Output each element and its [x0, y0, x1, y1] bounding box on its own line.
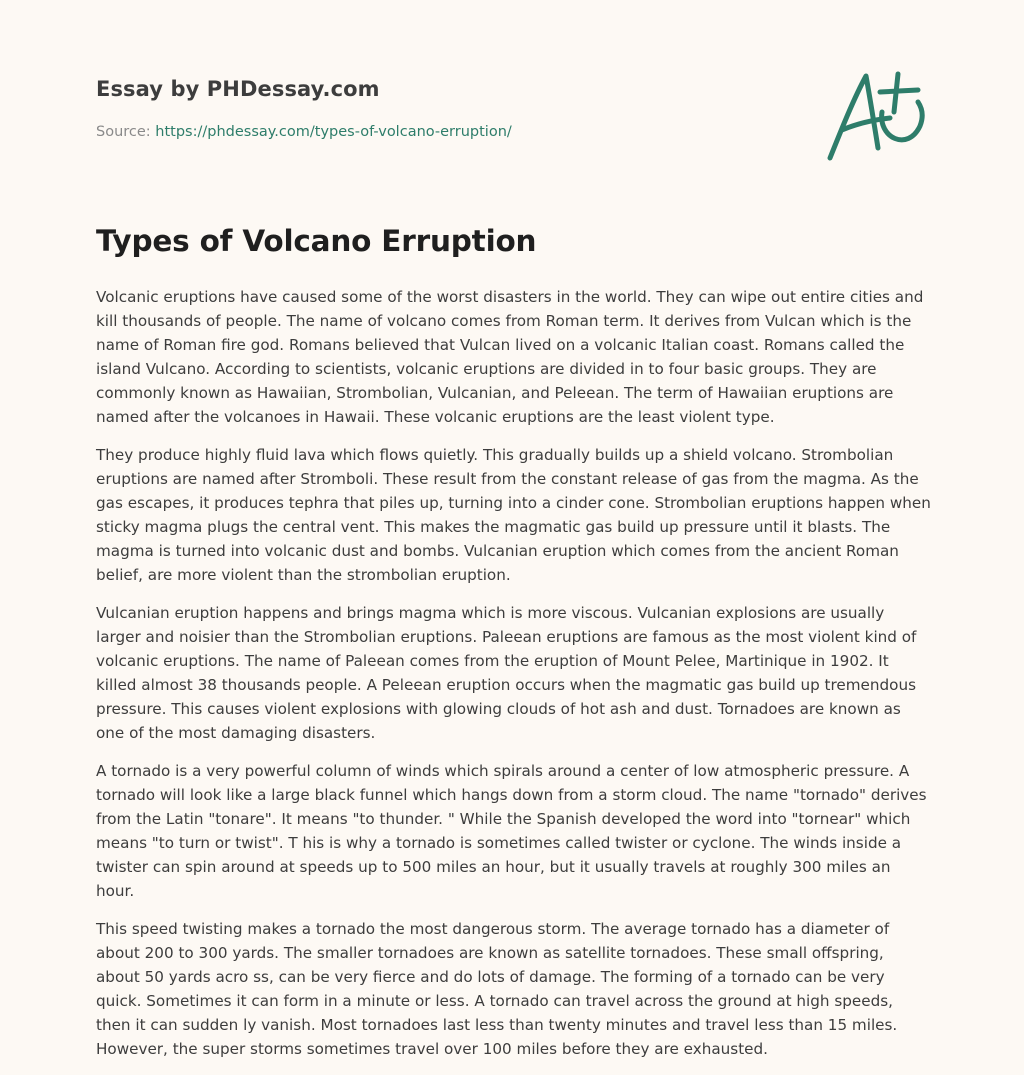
essay-paragraph: Volcanic eruptions have caused some of the worst disasters in the world. They can wipe out entire cities and kill thousands of people. The name of volcano comes from Roman term. It derives from Vulcan which is the name of Roman fire god. Romans believed that Vulcan lived on a volcanic Italian coast. Romans called the island Vulcano. According to scientists, volcanic eruptions are divided in to four basic groups. They are commonly known as Hawaiian, Strombolian, Vulcanian, and Peleean. The term of Hawaiian eruptions are named after the volcanoes in Hawaii. These volcanic eruptions are the least violent type.: [96, 288, 924, 426]
source-link[interactable]: https://phdessay.com/types-of-volcano-erruption/: [155, 124, 512, 140]
source-label: Source:: [96, 124, 156, 140]
essay-paragraph: This speed twisting makes a tornado the most dangerous storm. The average tornado has a diameter of about 200 to 300 yards. The smaller tornadoes are known as satellite tornadoes. These small offspring, about 50 yards acro ss, can be very fierce and do lots of damage. The forming of a tornado can be very quick. Sometimes it can form in a minute or less. A tornado can travel across the ground at high speeds, then it can sudden ly vanish. Most tornadoes last less than twenty minutes and travel less than 15 miles. However, the super storms sometimes travel over 100 miles before they are exhausted.: [96, 920, 898, 1058]
source-line: [96, 124, 512, 140]
essay-body: [96, 285, 932, 1075]
a-plus-grade-icon: [820, 68, 932, 168]
essay-title: Types of Volcano Erruption: [96, 224, 537, 258]
site-brand: Essay by PHDessay.com: [96, 77, 380, 101]
essay-paragraph: They produce highly fluid lava which flows quietly. This gradually builds up a shield volcano. Strombolian eruptions are named after Stromboli. These result from the constant release of gas from the magma. As the gas escapes, it produces tephra that piles up, turning into a cinder cone. Strombolian eruptions happen when sticky magma plugs the central vent. This makes the magmatic gas build up pressure until it blasts. The magma is turned into volcanic dust and bombs. Vulcanian eruption which comes from the ancient Roman belief, are more violent than the strombolian eruption.: [96, 446, 931, 584]
essay-paragraph: Vulcanian eruption happens and brings magma which is more viscous. Vulcanian explosions are usually larger and noisier than the Strombolian eruptions. Paleean eruptions are famous as the most violent kind of volcanic eruptions. The name of Paleean comes from the eruption of Mount Pelee, Martinique in 1902. It killed almost 38 thousands people. A Peleean eruption occurs when the magmatic gas build up tremendous pressure. This causes violent explosions with glowing clouds of hot ash and dust. Tornadoes are known as one of the most damaging disasters.: [96, 604, 917, 742]
essay-paragraph: A tornado is a very powerful column of winds which spirals around a center of low atmospheric pressure. A tornado will look like a large black funnel which hangs down from a storm cloud. The name "tornado" derives from the Latin "tonare". It means "to thunder. " While the Spanish developed the word into "tornear" which means "to turn or twist". T his is why a tornado is sometimes called twister or cyclone. The winds inside a twister can spin around at speeds up to 500 miles an hour, but it usually travels at roughly 300 miles an hour.: [96, 762, 927, 900]
